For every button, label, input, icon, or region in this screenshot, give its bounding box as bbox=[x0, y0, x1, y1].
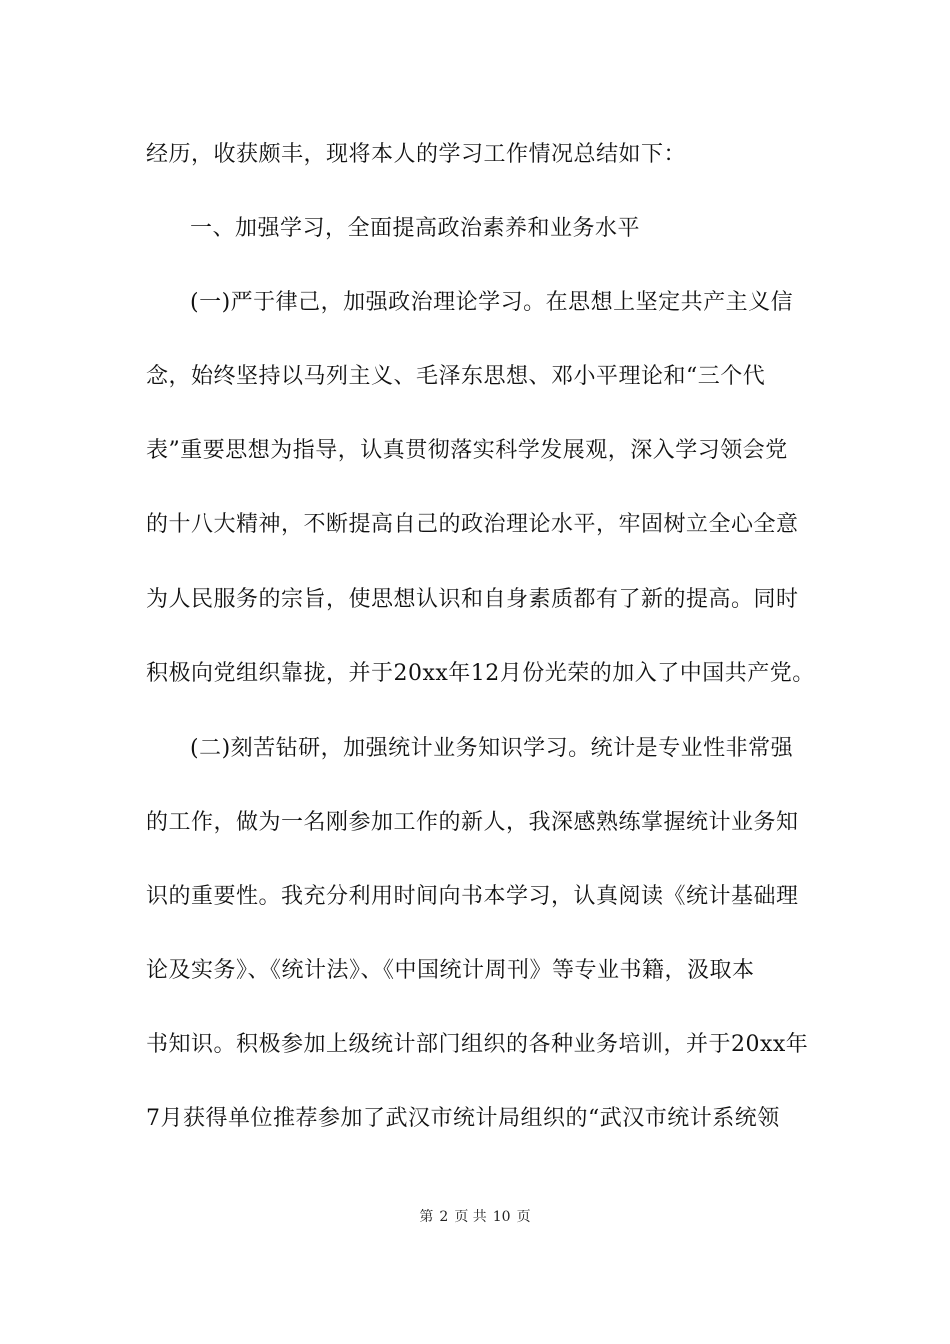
paragraph-line-3: (一)严于律己，加强政治理论学习。在思想上坚定共产主义信 bbox=[190, 290, 794, 315]
page-footer bbox=[0, 1207, 950, 1227]
paragraph-line-14: 7月获得单位推荐参加了武汉市统计局组织的“武汉市统计系统领 bbox=[146, 1106, 780, 1131]
footer-mid: 页 共 bbox=[454, 1209, 487, 1225]
paragraph-line-1: 经历，收获颇丰，现将本人的学习工作情况总结如下： bbox=[146, 142, 687, 167]
paragraph-line-11: 识的重要性。我充分利用时间向书本学习，认真阅读《统计基础理 bbox=[146, 884, 799, 909]
paragraph-line-9: (二)刻苦钻研，加强统计业务知识学习。统计是专业性非常强 bbox=[190, 736, 794, 761]
paragraph-line-6: 的十八大精神，不断提高自己的政治理论水平，牢固树立全心全意 bbox=[146, 512, 799, 537]
total-pages-number: 10 bbox=[492, 1209, 511, 1225]
footer-suffix: 页 bbox=[516, 1209, 531, 1225]
paragraph-line-10: 的工作，做为一名刚参加工作的新人，我深感熟练掌握统计业务知 bbox=[146, 810, 799, 835]
paragraph-line-5: 表”重要思想为指导，认真贯彻落实科学发展观，深入学习领会党 bbox=[146, 438, 788, 463]
paragraph-line-4: 念，始终坚持以马列主义、毛泽东思想、邓小平理论和“三个代 bbox=[146, 364, 766, 389]
paragraph-line-13: 书知识。积极参加上级统计部门组织的各种业务培训，并于20xx年 bbox=[146, 1032, 809, 1057]
paragraph-line-8: 积极向党组织靠拢，并于20xx年12月份光荣的加入了中国共产党。 bbox=[146, 661, 815, 686]
section-heading-1: 一、加强学习，全面提高政治素养和业务水平 bbox=[190, 216, 641, 241]
paragraph-line-7: 为人民服务的宗旨，使思想认识和自身素质都有了新的提高。同时 bbox=[146, 587, 799, 612]
footer-prefix: 第 bbox=[419, 1209, 434, 1225]
current-page-number: 2 bbox=[439, 1209, 449, 1225]
paragraph-line-12: 论及实务》、《统计法》、《中国统计周刊》等专业书籍，汲取本 bbox=[146, 958, 755, 983]
